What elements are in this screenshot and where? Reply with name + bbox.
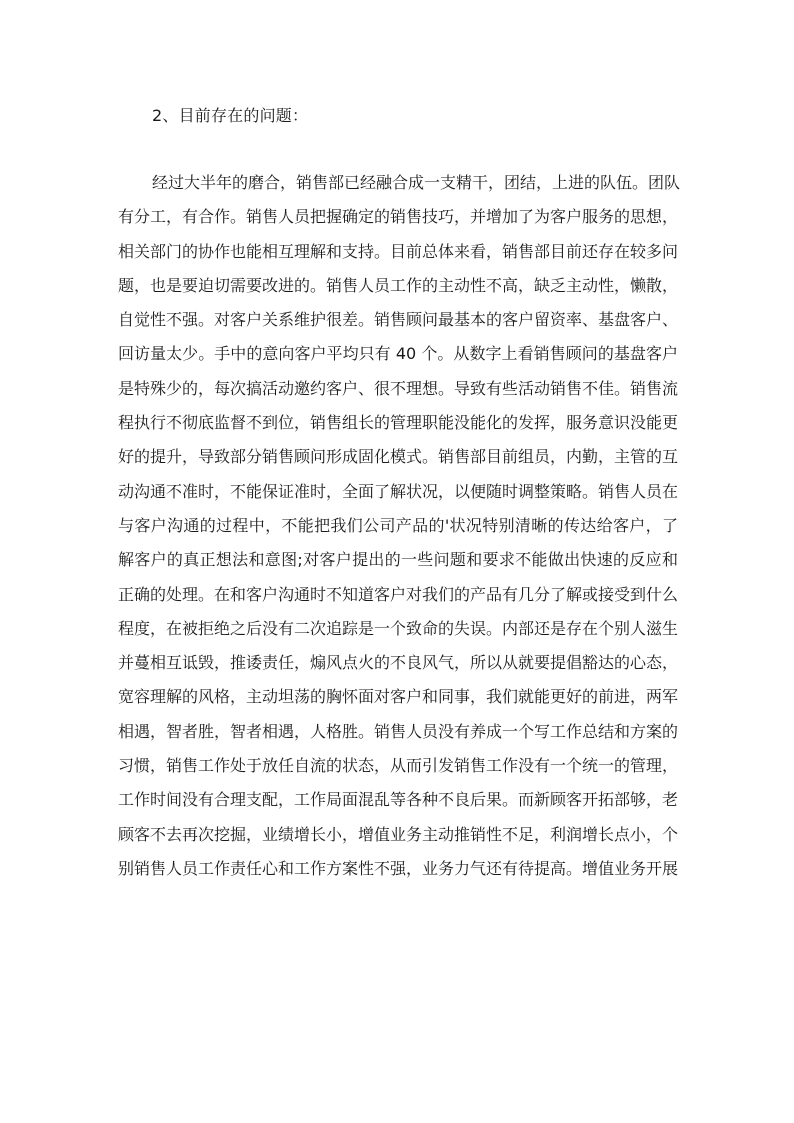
paragraph-line: 别销售人员工作责任心和工作方案性不强，业务力气还有待提高。增值业务开展 (118, 858, 679, 878)
paragraph-line: 回访量太少。手中的意向客户平均只有 40 个。从数字上看销售顾问的基盘客户 (118, 344, 678, 364)
body-paragraph (118, 166, 681, 886)
paragraph-line: 是特殊少的，每次搞活动邀约客户、很不理想。导致有些活动销售不佳。销售流 (118, 378, 679, 398)
paragraph-line: 题，也是要迫切需要改进的。销售人员工作的主动性不高，缺乏主动性，懒散， (118, 275, 679, 295)
paragraph-line: 好的提升，导致部分销售顾问形成固化模式。销售部目前组员，内勤，主管的互 (118, 447, 679, 467)
paragraph-line: 相关部门的协作也能相互理解和支持。目前总体来看，销售部目前还存在较多问 (118, 241, 679, 261)
paragraph-line: 解客户的真正想法和意图;对客户提出的一些问题和要求不能做出快速的反应和 (118, 550, 678, 570)
paragraph-line: 习惯，销售工作处于放任自流的状态，从而引发销售工作没有一个统一的管理， (118, 756, 679, 776)
paragraph-line: 自觉性不强。对客户关系维护很差。销售顾问最基本的客户留资率、基盘客户、 (118, 310, 679, 330)
paragraph-line: 经过大半年的磨合，销售部已经融合成一支精干，团结，上进的队伍。团队 (152, 173, 681, 192)
paragraph-line: 程执行不彻底监督不到位，销售组长的管理职能没能化的发挥，服务意识没能更 (118, 413, 679, 433)
paragraph-line: 并蔓相互诋毁，推诿责任，煽风点火的不良风气，所以从就要提倡豁达的心态， (118, 653, 679, 673)
paragraph-line: 正确的处理。在和客户沟通时不知道客户对我们的产品有几分了解或接受到什么 (118, 584, 679, 604)
paragraph-line: 有分工，有合作。销售人员把握确定的销售技巧，并增加了为客户服务的思想， (118, 207, 679, 227)
paragraph-line: 相遇，智者胜，智者相遇，人格胜。销售人员没有养成一个写工作总结和方案的 (118, 721, 679, 741)
paragraph-line: 工作时间没有合理支配，工作局面混乱等各种不良后果。而新顾客开拓部够，老 (118, 790, 679, 810)
section-heading: 2、目前存在的问题： (152, 106, 309, 125)
paragraph-line: 程度，在被拒绝之后没有二次追踪是一个致命的失误。内部还是存在个别人滋生 (118, 618, 679, 638)
paragraph-line: 宽容理解的风格，主动坦荡的胸怀面对客户和同事，我们就能更好的前进，两军 (118, 687, 679, 707)
paragraph-line: 顾客不去再次挖掘，业绩增长小，增值业务主动推销性不足，利润增长点小，个 (118, 824, 679, 844)
paragraph-line: 与客户沟通的过程中，不能把我们公司产品的'状况特别清晰的传达给客户，了 (118, 515, 678, 535)
paragraph-line: 动沟通不准时，不能保证准时，全面了解状况，以便随时调整策略。销售人员在 (118, 481, 679, 501)
